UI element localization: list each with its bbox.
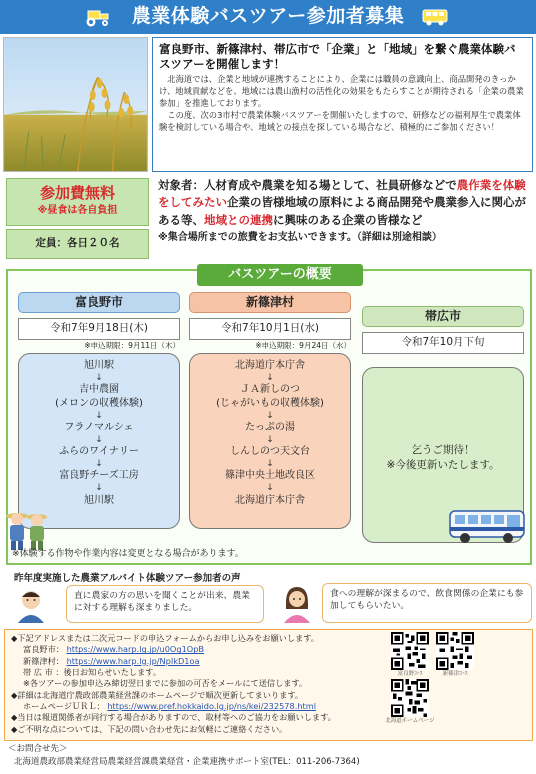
furano-qr-code[interactable] xyxy=(391,632,429,670)
contact-org: 北海道農政部農業経営局農業経営課農業経営・企業連携サポート室(TEL：011-206-7364) xyxy=(14,756,360,767)
target-highlight-1: 農作業を体験をしてみたい xyxy=(158,178,526,210)
page-header xyxy=(0,0,536,34)
tour-route xyxy=(18,353,180,529)
tour-overview-title: バスツアーの概要 xyxy=(197,264,363,286)
question-note: ◆ご不明な点については、下記の問い合わせ先にお気軽にご連絡ください。 xyxy=(11,723,288,734)
route-stop: 北海道庁本庁舎 xyxy=(235,360,305,371)
change-note: ※体験する作物や作業内容は変更となる場合があります。 xyxy=(12,549,244,559)
shinshino-link-label: 新篠津村： xyxy=(23,655,64,666)
tour-date: 令和7年10月1日(水) xyxy=(189,318,351,340)
down-arrow-icon: ↓ xyxy=(95,410,103,421)
target-text-1: 対象者：人材育成や農業を知る場として、社員研修などで xyxy=(158,178,457,192)
woman-avatar-icon xyxy=(278,583,316,623)
homepage-qr-code[interactable] xyxy=(391,679,429,717)
contact-section xyxy=(8,743,360,769)
apply-instruction: ◆下記アドレスまたは二次元コードの申込フォームからお申し込みをお願いします。 xyxy=(11,633,319,643)
deadline-email-note: ※各ツアーの参加申込み締切翌日までに参加の可否をメールにて送信します。 xyxy=(23,678,308,689)
intro-body-1: 北海道では、企業と地域が連携することにより、企業には職員の意識向上、商品開発のきっかけ、地域貢献などを、地域には農山漁村の活性化の効果をもたらすことが期待される「企業の農業参加」を推進しております。 xyxy=(159,74,524,108)
obihiro-apply-note: 帯 広 市 ：後日お知らせいたします。 xyxy=(23,666,161,677)
shinshino-qr-label: 新篠津ｺｰｽ xyxy=(442,671,468,677)
participant-voice-1: 直に農家の方の思いを聞くことが出来、農業に対する理解も深まりました。 xyxy=(66,585,264,623)
tour-deadline: ※申込期限：9月11日（木） xyxy=(84,341,180,350)
man-avatar-icon xyxy=(12,585,50,623)
contact-label: ＜お問合せ先＞ xyxy=(8,744,68,754)
bus-illustration xyxy=(448,507,528,545)
route-stop-detail: (メロンの収穫体験) xyxy=(55,397,143,409)
media-note: ◆当日は報道関係者が同行する場合がありますので、取材等へのご協力をお願いします。 xyxy=(11,712,336,723)
voices-heading: 昨年度実施した農業アルバイト体験ツアー参加者の声 xyxy=(14,573,241,584)
detail-note: ◆詳細は北海道庁農政部農業経営課のホームページで順次更新してまいります。 xyxy=(11,689,304,700)
farmers-illustration xyxy=(4,506,50,552)
page-title: 農業体験バスツアー参加者募集 xyxy=(131,5,405,28)
homepage-row xyxy=(11,701,526,712)
update-note: ※今後更新いたします。 xyxy=(386,458,500,471)
target-section xyxy=(158,177,534,246)
intro-lead: 富良野市、新篠津村、帯広市で「企業」と「地域」を繋ぐ農業体験バスツアーを開催します！ xyxy=(159,42,516,71)
down-arrow-icon: ↓ xyxy=(266,459,274,470)
bus-icon xyxy=(420,7,450,27)
participant-voice-2: 食への理解が深まるので、飲食関係の企業にも参加してもらいたい。 xyxy=(322,583,532,623)
route-stop: 篠津中央土地改良区 xyxy=(225,470,315,482)
route-stop: 旭川駅 xyxy=(84,494,114,506)
fee-box xyxy=(6,178,149,226)
tour-name: 帯広市 xyxy=(362,306,524,327)
route-stop: 北海道庁本庁舎 xyxy=(235,494,305,506)
tour-route xyxy=(189,353,351,529)
homepage-link[interactable]: https://www.pref.hokkaido.lg.jp/ns/kei/232578.html xyxy=(107,700,316,711)
tour-date: 令和7年10月下旬 xyxy=(362,332,524,354)
route-stop-detail: (じゃがいもの収穫体験) xyxy=(216,397,324,409)
shinshino-apply-link[interactable]: https://www.harp.lg.jp/NpIkD1oa xyxy=(66,655,200,666)
rice-field-photo xyxy=(3,37,148,172)
coming-soon: 乞うご期待！ xyxy=(411,444,475,457)
intro-box xyxy=(152,37,533,172)
target-text-3: に興味のある企業の皆様など xyxy=(273,212,423,227)
travel-expense-note: ※集合場所までの旅費をお支払いできます。（詳細は別途相談） xyxy=(158,232,442,244)
down-arrow-icon: ↓ xyxy=(266,483,274,494)
route-stop: 吉中農園 xyxy=(79,384,119,396)
furano-qr-label: 富良野ｺｰｽ xyxy=(397,671,423,677)
down-arrow-icon: ↓ xyxy=(266,434,274,445)
capacity-box: 定員：各日２０名 xyxy=(6,229,149,259)
route-stop: しんしのつ天文台 xyxy=(230,446,310,458)
tractor-icon xyxy=(82,7,112,27)
furano-apply-link[interactable]: https://www.harp.lg.jp/u0Og1OpB xyxy=(66,644,205,655)
down-arrow-icon: ↓ xyxy=(266,410,274,421)
route-stop: フラノマルシェ xyxy=(64,422,134,434)
furano-link-label: 富良野市： xyxy=(23,644,64,655)
tour-shinshinotsu xyxy=(189,292,351,529)
down-arrow-icon: ↓ xyxy=(95,372,103,383)
down-arrow-icon: ↓ xyxy=(266,372,274,383)
route-stop: 旭川駅 xyxy=(84,360,114,371)
homepage-qr-label: 北海道ホームページ xyxy=(385,718,435,724)
down-arrow-icon: ↓ xyxy=(95,483,103,494)
target-text-2: 企業の皆様地域の原料による商品開発や農業参入に関心がある等、 xyxy=(158,195,526,227)
route-stop: 富良野チーズ工房 xyxy=(59,470,139,482)
homepage-label: ホームページＵＲＬ： xyxy=(23,700,105,711)
down-arrow-icon: ↓ xyxy=(95,434,103,445)
tour-furano xyxy=(18,292,180,529)
route-stop: ＪＡ新しのつ xyxy=(240,384,300,396)
tour-name: 富良野市 xyxy=(18,292,180,313)
down-arrow-icon: ↓ xyxy=(95,459,103,470)
route-stop: ふらのワイナリー xyxy=(59,446,139,458)
tour-date: 令和7年9月18日(木) xyxy=(18,318,180,340)
route-stop: たっぷの湯 xyxy=(245,422,295,434)
fee-sub: ※昼食は各自負担 xyxy=(37,204,118,216)
intro-body-2: この度、次の3市村で農業体験バスツアーを開催いたしますので、研修などの福利厚生で農業体験を検討している場合や、地域との接点を探している場合など、積極的にご参加ください！ xyxy=(159,109,521,132)
fee-main: 参加費無料 xyxy=(39,184,115,202)
shinshino-qr-code[interactable] xyxy=(436,632,474,670)
target-highlight-2: 地域との連携 xyxy=(204,212,273,227)
tour-deadline: ※申込期限：9月24日（水） xyxy=(255,341,351,350)
tour-name: 新篠津村 xyxy=(189,292,351,313)
